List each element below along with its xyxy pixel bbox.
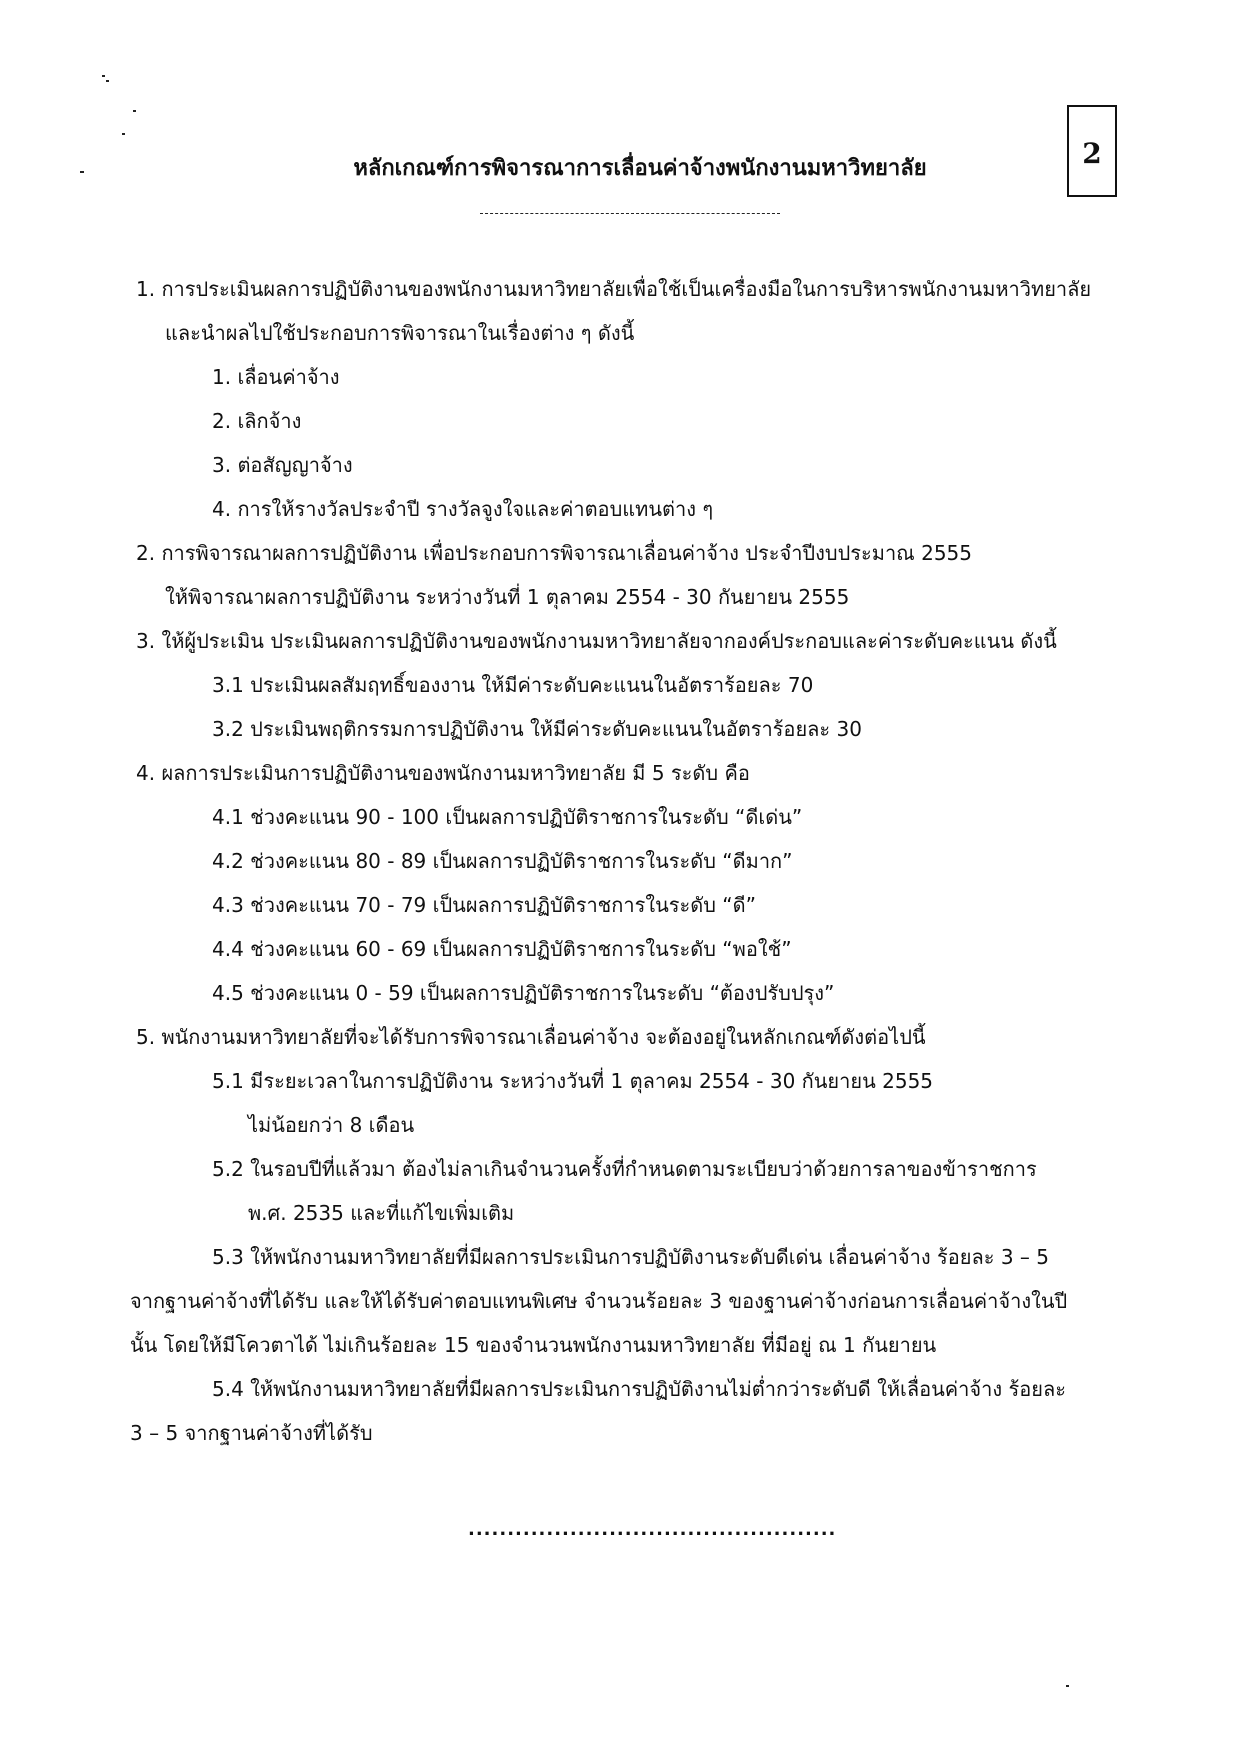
sub-item: 3. ต่อสัญญาจ้าง [212, 453, 353, 477]
sub-item: 3.1 ประเมินผลสัมฤทธิ์ของงาน ให้มีค่าระดับคะแนนในอัตราร้อยละ 70 [212, 673, 814, 697]
scan-speck [106, 80, 109, 82]
paragraph-continuation: จากฐานค่าจ้างที่ได้รับ และให้ได้รับค่าตอบแทนพิเศษ จำนวนร้อยละ 3 ของฐานค่าจ้างก่อนการเลื่อนค่าจ้างในปี [130, 1289, 1068, 1313]
section-2-heading: 2. การพิจารณาผลการปฏิบัติงาน เพื่อประกอบการพิจารณาเลื่อนค่าจ้าง ประจำปีงบประมาณ 2555 [136, 541, 972, 565]
scan-speck [133, 110, 136, 112]
sub-item: 2. เลิกจ้าง [212, 409, 302, 433]
section-4-heading: 4. ผลการประเมินการปฏิบัติงานของพนักงานมหาวิทยาลัย มี 5 ระดับ คือ [136, 761, 750, 785]
sub-item: 3.2 ประเมินพฤติกรรมการปฏิบัติงาน ให้มีค่าระดับคะแนนในอัตราร้อยละ 30 [212, 717, 862, 741]
score-range-item: 4.4 ช่วงคะแนน 60 - 69 เป็นผลการปฏิบัติราชการในระดับ “พอใช้” [212, 937, 792, 961]
score-range-item: 4.1 ช่วงคะแนน 90 - 100 เป็นผลการปฏิบัติราชการในระดับ “ดีเด่น” [212, 805, 803, 829]
sub-item: 5.1 มีระยะเวลาในการปฏิบัติงาน ระหว่างวันที่ 1 ตุลาคม 2554 - 30 กันยายน 2555 [212, 1069, 934, 1093]
sub-item-continuation: ไม่น้อยกว่า 8 เดือน [248, 1113, 415, 1137]
scan-speck [102, 75, 105, 77]
end-of-document-mark: ............................................... [468, 1519, 837, 1540]
sub-item: 5.3 ให้พนักงานมหาวิทยาลัยที่มีผลการประเมินการปฏิบัติงานระดับดีเด่น เลื่อนค่าจ้าง ร้อยละ 3 – 5 [212, 1245, 1049, 1269]
score-range-item: 4.5 ช่วงคะแนน 0 - 59 เป็นผลการปฏิบัติราชการในระดับ “ต้องปรับปรุง” [212, 981, 835, 1005]
section-2-continuation: ให้พิจารณาผลการปฏิบัติงาน ระหว่างวันที่ 1 ตุลาคม 2554 - 30 กันยายน 2555 [165, 585, 850, 609]
score-range-item: 4.2 ช่วงคะแนน 80 - 89 เป็นผลการปฏิบัติราชการในระดับ “ดีมาก” [212, 849, 793, 873]
section-1-continuation: และนำผลไปใช้ประกอบการพิจารณาในเรื่องต่าง ๆ ดังนี้ [165, 321, 635, 345]
paragraph-continuation: 3 – 5 จากฐานค่าจ้างที่ได้รับ [130, 1421, 373, 1445]
section-1-heading: 1. การประเมินผลการปฏิบัติงานของพนักงานมหาวิทยาลัยเพื่อใช้เป็นเครื่องมือในการบริหารพนักงานมหาวิทยาลัย [136, 277, 1092, 301]
title-divider [480, 213, 780, 214]
section-3-heading: 3. ให้ผู้ประเมิน ประเมินผลการปฏิบัติงานของพนักงานมหาวิทยาลัยจากองค์ประกอบและค่าระดับคะแนน ดังนี้ [136, 629, 1057, 653]
scan-speck [80, 171, 84, 173]
paragraph-continuation: นั้น โดยให้มีโควตาได้ ไม่เกินร้อยละ 15 ของจำนวนพนักงานมหาวิทยาลัย ที่มีอยู่ ณ 1 กันยายน [130, 1333, 937, 1357]
score-range-item: 4.3 ช่วงคะแนน 70 - 79 เป็นผลการปฏิบัติราชการในระดับ “ดี” [212, 893, 757, 917]
section-5-heading: 5. พนักงานมหาวิทยาลัยที่จะได้รับการพิจารณาเลื่อนค่าจ้าง จะต้องอยู่ในหลักเกณฑ์ดังต่อไปนี้ [136, 1025, 926, 1049]
page-title: หลักเกณฑ์การพิจารณาการเลื่อนค่าจ้างพนักงานมหาวิทยาลัย [353, 156, 927, 181]
sub-item: 5.2 ในรอบปีที่แล้วมา ต้องไม่ลาเกินจำนวนครั้งที่กำหนดตามระเบียบว่าด้วยการลาของข้าราชการ [212, 1157, 1037, 1181]
scan-speck [122, 133, 125, 135]
page-number-box: 2 [1067, 105, 1117, 197]
scan-speck [1066, 1685, 1069, 1687]
sub-item: 4. การให้รางวัลประจำปี รางวัลจูงใจและค่าตอบแทนต่าง ๆ [212, 497, 714, 521]
sub-item: 5.4 ให้พนักงานมหาวิทยาลัยที่มีผลการประเมินการปฏิบัติงานไม่ต่ำกว่าระดับดี ให้เลื่อนค่าจ้าง ร้อยละ [212, 1377, 1066, 1401]
sub-item: 1. เลื่อนค่าจ้าง [212, 365, 340, 389]
sub-item-continuation: พ.ศ. 2535 และที่แก้ไขเพิ่มเติม [248, 1201, 515, 1225]
